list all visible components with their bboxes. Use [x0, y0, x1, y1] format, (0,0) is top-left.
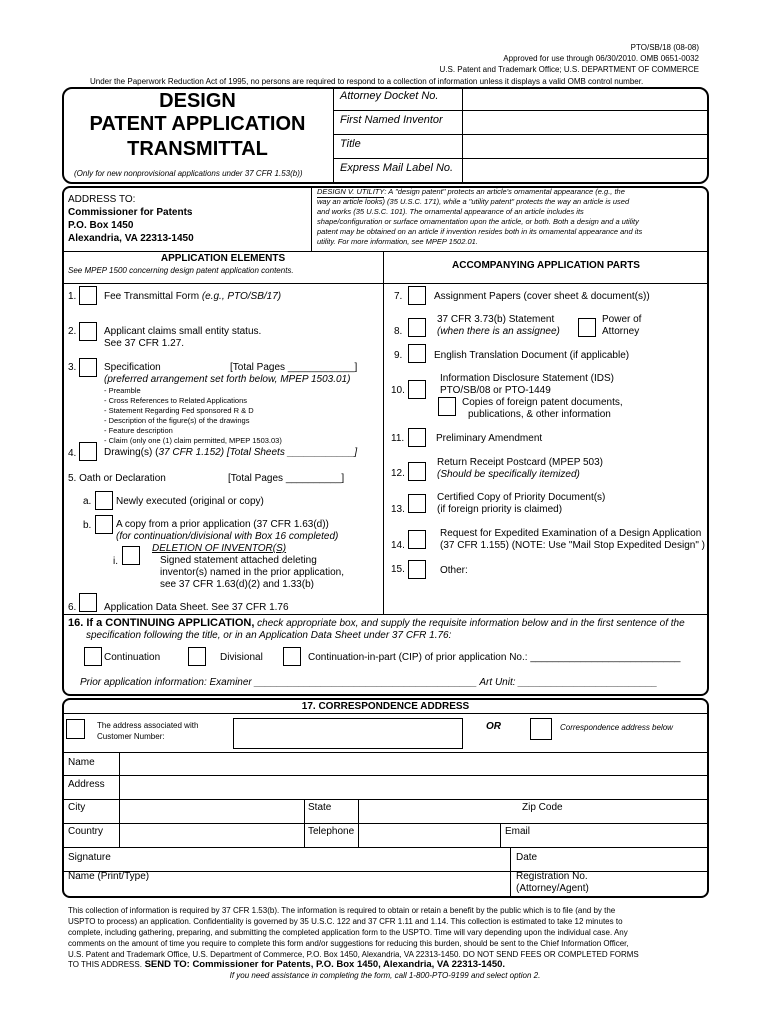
item-5b-letter: b. — [83, 520, 92, 531]
item-7-number: 7. — [394, 291, 403, 302]
prior-application-info[interactable]: Prior application information: Examiner ________________________________________ Art Unit: _________________________ — [80, 677, 658, 688]
address-input[interactable] — [120, 776, 708, 799]
item-15-number: 15. — [391, 564, 405, 575]
telephone-label: Telephone — [308, 826, 355, 837]
customer-number-checkbox[interactable] — [66, 719, 85, 739]
spec-part-preamble: - Preamble — [104, 386, 141, 395]
item-3-note: (preferred arrangement set forth below, MPEP 1503.01) — [104, 374, 351, 385]
telephone-input[interactable] — [359, 824, 500, 847]
approval-text: Approved for use through 06/30/2010. OMB 0651-0032 — [503, 54, 699, 63]
item-8-checkbox[interactable] — [408, 318, 426, 337]
item-1-number: 1. — [68, 291, 77, 302]
item-4-label: Drawing(s) (37 CFR 1.152) [Total Sheets ____________] — [104, 447, 358, 458]
power-of-attorney-checkbox[interactable] — [578, 318, 596, 337]
design-note-line3: and works (35 U.S.C. 101). The ornamental appearance of an article includes its — [317, 207, 584, 216]
item-5-label: 5. Oath or Declaration — [68, 473, 166, 484]
continuing-heading: 16. If a CONTINUING APPLICATION, check appropriate box, and supply the requisite information below and in the first sentence of the — [68, 617, 685, 629]
footer-line1: This collection of information is required by 37 CFR 1.53(b). The information is required to obtain or retain a benefit by the public which is to file (and by the — [68, 906, 616, 915]
item-13-note: (if foreign priority is claimed) — [437, 504, 563, 515]
item-5bi-letter: i. — [113, 556, 118, 567]
title-note: (Only for new nonprovisional applications under 37 CFR 1.53(b)) — [74, 169, 303, 178]
item-12-checkbox[interactable] — [408, 462, 426, 481]
item-14-label: Request for Expedited Examination of a Design Application — [440, 528, 702, 539]
item-5bi-checkbox[interactable] — [122, 546, 140, 565]
customer-number-input[interactable] — [233, 718, 463, 749]
email-label: Email — [505, 826, 531, 837]
title-line2: PATENT APPLICATION — [89, 113, 306, 135]
item-10-foreign-checkbox[interactable] — [438, 397, 456, 416]
express-input[interactable] — [463, 159, 707, 182]
country-input[interactable] — [120, 824, 304, 847]
registration-sublabel: (Attorney/Agent) — [516, 883, 589, 894]
customer-number-line1: The address associated with — [97, 721, 199, 730]
address-below-label: Correspondence address below — [560, 723, 673, 732]
name-input[interactable] — [120, 753, 708, 775]
item-4-checkbox[interactable] — [79, 442, 97, 461]
item-13-number: 13. — [391, 504, 405, 515]
docket-input[interactable] — [463, 89, 707, 110]
item-10-checkbox[interactable] — [408, 380, 426, 399]
item-5a-letter: a. — [83, 496, 92, 507]
zip-label: Zip Code — [522, 802, 563, 813]
address-line2: P.O. Box 1450 — [68, 220, 134, 231]
continuation-label: Continuation — [104, 652, 161, 663]
item-9-label: English Translation Document (if applicable) — [434, 350, 630, 361]
app-elements-heading: APPLICATION ELEMENTS — [160, 253, 286, 264]
item-10-label: Information Disclosure Statement (IDS) — [440, 373, 614, 384]
item-14-note: (37 CFR 1.155) (NOTE: Use "Mail Stop Expedited Design" ) — [440, 540, 705, 551]
item-5a-label: Newly executed (original or copy) — [116, 496, 264, 507]
continuing-text: specification following the title, or in an Application Data Sheet under 37 CFR 1.76: — [86, 630, 452, 641]
item-1-label: Fee Transmittal Form (e.g., PTO/SB/17) — [104, 291, 282, 302]
paperwork-notice: Under the Paperwork Reduction Act of 1995, no persons are required to respond to a collection of information unless it displays a valid OMB control number. — [90, 77, 644, 86]
item-12-note: (Should be specifically itemized) — [437, 469, 580, 480]
state-label: State — [308, 802, 332, 813]
address-line1: Commissioner for Patents — [68, 207, 193, 218]
deletion-heading: DELETION OF INVENTOR(S) — [152, 543, 287, 554]
item-13-checkbox[interactable] — [408, 494, 426, 513]
item-2-checkbox[interactable] — [79, 322, 97, 341]
divisional-checkbox[interactable] — [188, 647, 206, 666]
footer-assistance: If you need assistance in completing the form, call 1-800-PTO-9199 and select option 2. — [229, 971, 541, 980]
inventor-label: First Named Inventor — [340, 114, 443, 126]
item-2-ref: See 37 CFR 1.27. — [104, 338, 185, 349]
item-5b-checkbox[interactable] — [95, 515, 113, 534]
address-line3: Alexandria, VA 22313-1450 — [68, 233, 194, 244]
item-14-checkbox[interactable] — [408, 530, 426, 549]
title-line3: TRANSMITTAL — [127, 138, 268, 160]
correspondence-heading: 17. CORRESPONDENCE ADDRESS — [301, 701, 470, 712]
spec-part-crossref: - Cross References to Related Applications — [104, 396, 247, 405]
signature-input[interactable] — [130, 848, 508, 871]
name-label: Name — [68, 757, 95, 768]
item-3-label: Specification — [104, 362, 161, 373]
item-3-checkbox[interactable] — [79, 358, 97, 377]
divisional-label: Divisional — [220, 652, 263, 663]
power-of-attorney-line2: Attorney — [602, 326, 640, 337]
item-7-label: Assignment Papers (cover sheet & document(s)) — [434, 291, 650, 302]
item-9-checkbox[interactable] — [408, 344, 426, 363]
item-1-checkbox[interactable] — [79, 286, 97, 305]
country-label: Country — [68, 826, 104, 837]
item-6-label: Application Data Sheet. See 37 CFR 1.76 — [104, 602, 289, 613]
item-3-total-pages[interactable]: [Total Pages ____________] — [230, 362, 358, 373]
item-11-number: 11. — [391, 433, 405, 444]
agency-text: U.S. Patent and Trademark Office; U.S. DEPARTMENT OF COMMERCE — [439, 65, 699, 74]
address-below-checkbox[interactable] — [530, 718, 552, 740]
item-12-number: 12. — [391, 468, 405, 479]
footer-line5: U.S. Patent and Trademark Office, U.S. Department of Commerce, P.O. Box 1450, Alexandria, VA 22313-1450. DO NOT SEND FEES OR COMPLETED FORMS — [68, 950, 639, 959]
date-label: Date — [516, 852, 538, 863]
item-11-checkbox[interactable] — [408, 428, 426, 447]
city-input[interactable] — [120, 800, 304, 823]
item-2-label: Applicant claims small entity status. — [104, 326, 262, 337]
or-label: OR — [486, 721, 501, 732]
item-12-label: Return Receipt Postcard (MPEP 503) — [437, 457, 604, 468]
item-10-form: PTO/SB/08 or PTO-1449 — [440, 385, 551, 396]
item-5b-label: A copy from a prior application (37 CFR 1.63(d)) — [116, 519, 329, 530]
footer-line2: USPTO to process) an application. Confidentiality is governed by 35 U.S.C. 122 and 37 CFR 1.11 and 1.14. This collection is estimated to take 12 minutes to — [68, 917, 623, 926]
item-15-checkbox[interactable] — [408, 560, 426, 579]
footer-line4: comments on the amount of time you require to complete this form and/or suggestions for reducing this burden, should be sent to the Chief Information Officer, — [68, 939, 629, 948]
name-print-input[interactable] — [160, 872, 508, 896]
power-of-attorney-line1: Power of — [602, 314, 642, 325]
footer-line6: TO THIS ADDRESS. SEND TO: Commissioner for Patents, P.O. Box 1450, Alexandria, VA 22313-1450. — [68, 959, 506, 970]
design-note-line5: patent may be obtained on an article if invention resides both in its ornamental appearance and its — [317, 227, 643, 236]
spec-part-fed: - Statement Regarding Fed sponsored R & D — [104, 406, 254, 415]
item-8-note: (when there is an assignee) — [437, 326, 560, 337]
item-3-number: 3. — [68, 362, 77, 373]
item-5-total-pages[interactable]: [Total Pages __________] — [228, 473, 345, 484]
spec-part-feature: - Feature description — [104, 426, 173, 435]
customer-number-line2: Customer Number: — [97, 732, 165, 741]
item-5bi-line2: inventor(s) named in the prior application, — [160, 567, 344, 578]
state-input[interactable] — [359, 800, 509, 823]
item-10-number: 10. — [391, 385, 405, 396]
item-13-label: Certified Copy of Priority Document(s) — [437, 492, 606, 503]
app-elements-subheading: See MPEP 1500 concerning design patent application contents. — [68, 266, 294, 275]
inventor-input[interactable] — [463, 111, 707, 134]
item-6-checkbox[interactable] — [79, 593, 97, 612]
city-label: City — [68, 802, 86, 813]
title-field-label: Title — [340, 138, 361, 150]
cip-label[interactable]: Continuation-in-part (CIP) of prior application No.: ___________________________ — [308, 652, 681, 663]
express-label: Express Mail Label No. — [340, 162, 454, 174]
signature-label: Signature — [68, 852, 111, 863]
title-line1: DESIGN — [159, 90, 236, 112]
item-5bi-line1: Signed statement attached deleting — [160, 555, 317, 566]
docket-label: Attorney Docket No. — [340, 90, 439, 102]
registration-label: Registration No. — [516, 871, 588, 882]
item-11-label: Preliminary Amendment — [436, 433, 543, 444]
form-id: PTO/SB/18 (08-08) — [630, 43, 699, 52]
item-7-checkbox[interactable] — [408, 286, 426, 305]
title-input[interactable] — [463, 135, 707, 158]
item-6-number: 6. — [68, 602, 77, 613]
design-note-line2: way an article looks) (35 U.S.C. 171), while a "utility patent" protects the way an article is used — [317, 197, 630, 206]
item-14-number: 14. — [391, 540, 405, 551]
item-5bi-line3: see 37 CFR 1.63(d)(2) and 1.33(b) — [160, 579, 314, 590]
item-9-number: 9. — [394, 350, 403, 361]
item-8-number: 8. — [394, 326, 403, 337]
item-4-number: 4. — [68, 448, 77, 459]
item-8-label: 37 CFR 3.73(b) Statement — [437, 314, 555, 325]
design-note-line6: utility. For more information, see MPEP 1502.01. — [317, 237, 478, 246]
spec-part-figures: - Description of the figure(s) of the drawings — [104, 416, 250, 425]
item-15-label: Other: — [440, 565, 468, 576]
item-10-foreign-line1: Copies of foreign patent documents, — [462, 397, 623, 408]
item-5a-checkbox[interactable] — [95, 491, 113, 510]
item-10-foreign-line2: publications, & other information — [468, 409, 611, 420]
address-to-label: ADDRESS TO: — [68, 194, 136, 205]
spec-part-claim: - Claim (only one (1) claim permitted, MPEP 1503.03) — [104, 436, 282, 445]
item-2-number: 2. — [68, 326, 77, 337]
cip-checkbox[interactable] — [283, 647, 301, 666]
continuation-checkbox[interactable] — [84, 647, 102, 666]
footer-line3: complete, including gathering, preparing, and submitting the completed application form to the USPTO. Time will vary depending upon the individual case. Any — [68, 928, 628, 937]
design-note-line1: DESIGN V. UTILITY: A "design patent" protects an article's ornamental appearance (e.g., the — [317, 187, 625, 196]
item-5b-note: (for continuation/divisional with Box 16 completed) — [116, 531, 339, 542]
address-label: Address — [68, 779, 105, 790]
accompanying-heading: ACCOMPANYING APPLICATION PARTS — [452, 260, 640, 271]
design-note-line4: shape/configuration or surface ornamentation upon the article, or both. Both a design and a utility — [317, 217, 639, 226]
name-print-label: Name (Print/Type) — [68, 871, 150, 882]
